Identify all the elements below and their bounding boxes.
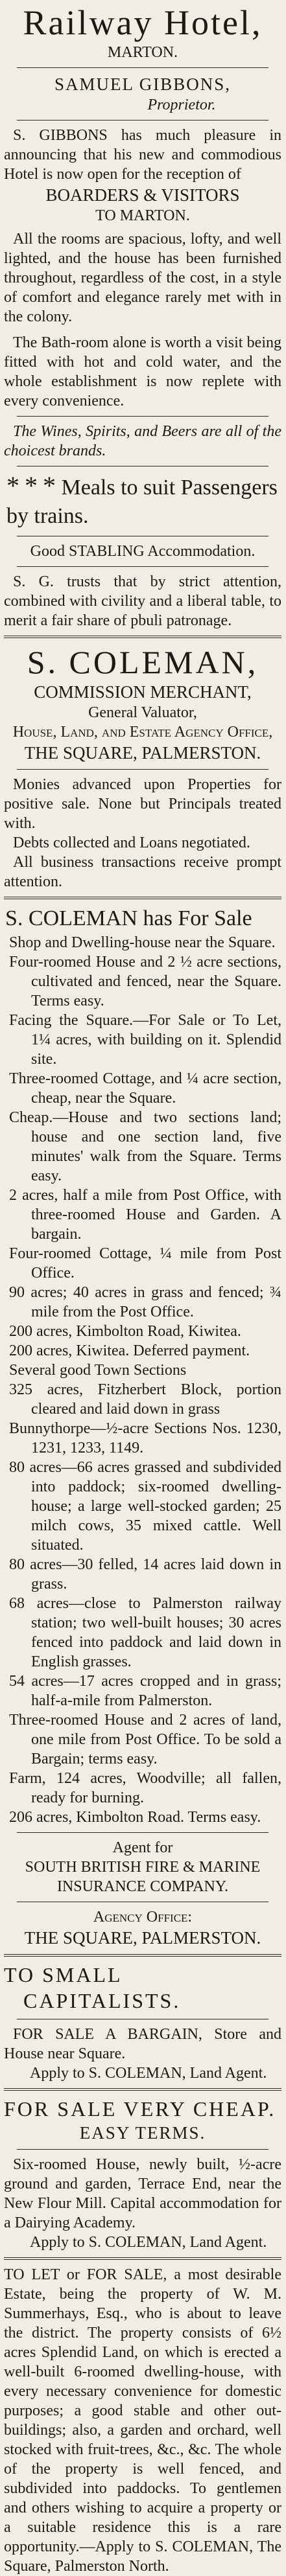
capitalists-body: FOR SALE A BARGAIN, Store and House near Square. [4, 2026, 281, 2062]
list-item: 54 acres—17 acres cropped and in grass; half-a-mile from Palmerston. [9, 1673, 281, 1709]
coleman-monies: Monies advanced upon Properties for positive sale. None but Principals treated with. [4, 776, 281, 832]
list-item: 206 acres, Kimbolton Road. Terms easy. [9, 1809, 261, 1826]
coleman-name: S. COLEMAN, [27, 644, 259, 680]
list-item: Cheap.—House and two sections land; house and one section land, five minutes' walk from the Square. Terms easy. [9, 1109, 281, 1184]
coleman-address: THE SQUARE, PALMERSTON. [24, 743, 261, 763]
asterism-icon: * * * [6, 471, 56, 500]
list-item: 80 acres—30 felled, 14 acres laid down in grass. [9, 1556, 281, 1593]
to-marton: TO MARTON. [95, 207, 190, 224]
hotel-wines: The Wines, Spirits, and Beers are all of the choicest brands. [4, 423, 281, 459]
agency-office-address: THE SQUARE, PALMERSTON. [24, 1928, 261, 1948]
summerhays-ad [4, 2265, 281, 2576]
agency-office-label: Agency Office: [93, 1909, 193, 1926]
very-cheap-ad [4, 2096, 281, 2252]
capitalists-ad [4, 1962, 281, 2083]
list-item: 90 acres; 40 acres in grass and fenced; ¾ mile from the Post Office. [9, 1284, 281, 1320]
hotel-title: Railway Hotel, [23, 3, 263, 42]
list-item: 200 acres, Kimbolton Road, Kiwitea. [9, 1323, 241, 1340]
list-item: Facing the Square.—For Sale or To Let, 1¼ acres, with building on it. Splendid site. [9, 1012, 281, 1068]
list-item: 68 acres—close to Palmerston railway station; two well-built houses; 30 acres fenced into paddock and laid down in English grasses. [9, 1595, 281, 1670]
hotel-intro: S. GIBBONS has much pleasure in announcing that his new and commodious Hotel is now open for the reception of [4, 127, 281, 183]
meals-line: Meals to suit Passengers by trains. [6, 476, 278, 528]
list-item: Four-roomed House and 2 ½ acre sections, cultivated and fenced, near the Square. Terms easy. [9, 954, 281, 1009]
divider [17, 1832, 268, 1833]
list-item: Four-roomed Cottage, ¼ mile from Post Office. [9, 1245, 281, 1282]
divider [17, 67, 268, 68]
very-cheap-apply: Apply to S. COLEMAN, Land Agent. [30, 2234, 267, 2251]
property-list [4, 933, 281, 1827]
hotel-ad [4, 3, 281, 630]
list-item: 80 acres—66 acres grassed and subdivided into paddock; six-roomed dwelling-house; a large well-stocked garden; 25 milch cows, 35 mixed cattle. Well situated. [9, 1459, 281, 1554]
column-rule [4, 2257, 281, 2260]
coleman-for-sale-ad [4, 904, 281, 1949]
hotel-bath: The Bath-room alone is worth a visit being fitted with hot and cold water, and the whole establishment is now replete with every convenience. [4, 334, 281, 409]
list-item: Bunnythorpe—½-acre Sections Nos. 1230, 1231, 1233, 1149. [9, 1420, 281, 1456]
column-rule [4, 636, 281, 638]
column-rule [4, 1954, 281, 1957]
coleman-valuator: General Valuator, [88, 704, 197, 721]
list-item: Shop and Dwelling-house near the Square. [9, 934, 276, 951]
list-item: Farm, 124 acres, Woodville; all fallen, ready for burning. [9, 1770, 281, 1806]
easy-terms: EASY TERMS. [79, 2123, 206, 2143]
divider [17, 416, 268, 417]
coleman-merchant-ad [4, 643, 281, 891]
list-item: 325 acres, Fitzherbert Block, portion cleared and laid down in grass [9, 1381, 281, 1418]
very-cheap-body: Six-roomed House, newly built, ½-acre ground and garden, Terrace End, near the New Flour Mill. Capital accommodation for a Dairying Academy. [4, 2156, 281, 2231]
list-item: Three-roomed Cottage, and ¼ acre section, cheap, near the Square. [9, 1070, 281, 1107]
insurance-company: SOUTH BRITISH FIRE & MARINE INSURANCE COMPANY. [25, 1859, 261, 1895]
agent-for: Agent for [112, 1839, 173, 1856]
divider [17, 769, 268, 770]
capitalists-head: TO SMALL CAPITALISTS. [4, 1963, 181, 2012]
list-item: 2 acres, half a mile from Post Office, with three-roomed House and Garden. A bargain. [9, 1187, 281, 1243]
hotel-trusts: S. G. trusts that by strict attention, combined with civility and a liberal table, to merit a fair share of pbuli patronage. [4, 573, 281, 629]
very-cheap-head: FOR SALE VERY CHEAP. [4, 2097, 276, 2121]
capitalists-apply: Apply to S. COLEMAN, Land Agent. [30, 2065, 267, 2082]
list-item: Three-roomed House and 2 acres of land, one mile from Post Office. To be sold a Bargain; terms easy. [9, 1712, 281, 1767]
coleman-title: COMMISSION MERCHANT, [34, 682, 252, 702]
coleman-office: House, Land, and Estate Agency Office, [12, 724, 273, 741]
boarders-line: BOARDERS & VISITORS [45, 185, 240, 205]
proprietor-role: Proprietor. [147, 97, 216, 113]
coleman-debts: Debts collected and Loans negotiated. [13, 834, 250, 851]
list-item: 200 acres, Kiwitea. Deferred payment. [9, 1342, 250, 1359]
for-sale-head: S. COLEMAN has For Sale [5, 906, 252, 930]
column-rule [4, 897, 281, 899]
hotel-rooms: All the rooms are spacious, lofty, and well lighted, and the house has been furnished throughout, regardless of the cost, in a style of comfort and elegance rarely met with in the colony. [4, 231, 281, 325]
summerhays-body: TO LET or FOR SALE, a most desirable Estate, being the property of W. M. Summerhays, Esq., who is about to leave the district. The property consists of 6½ acres Splendid Land, on which is erected a well-built 6-roomed dwelling-house, with every necessary convenience for domestic purposes; a good stable and other out-buildings; also, a garden and orchard, well stocked with fruit-trees, &c., &c. The whole of the property is well fenced, and subdivided into paddocks. To gentlemen and others wishing to acquire a property or a suitable residence this is a rare opportunity.—Apply to S. COLEMAN, The Square, Palmerston North. [4, 2266, 281, 2575]
proprietor-name: SAMUEL GIBBONS, [54, 75, 232, 94]
divider [17, 2149, 268, 2150]
coleman-business: All business transactions receive prompt attention. [4, 854, 281, 890]
column-rule [4, 2088, 281, 2091]
divider [17, 566, 268, 567]
list-item: Several good Town Sections [9, 1362, 187, 1379]
stabling-line: Good STABLING Accommodation. [30, 543, 256, 560]
hotel-town: MARTON. [107, 44, 178, 61]
divider [17, 120, 268, 121]
